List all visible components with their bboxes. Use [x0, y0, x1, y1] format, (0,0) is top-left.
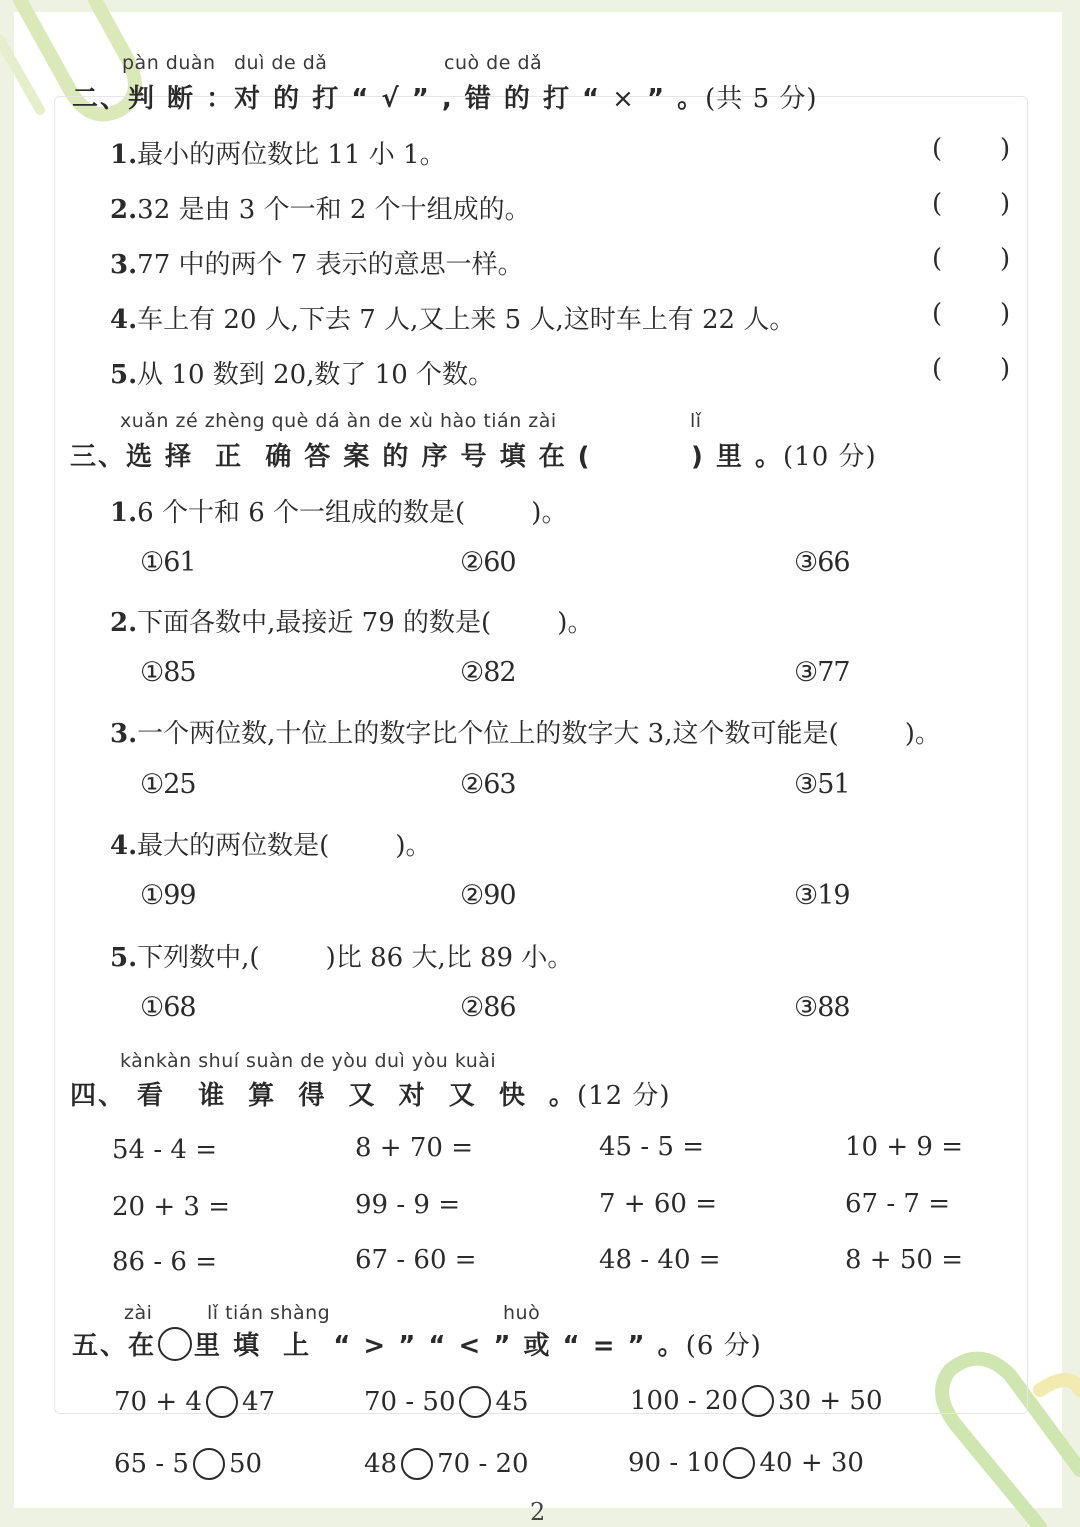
calc-r2-c4[interactable]: 67 - 7 = [845, 1189, 950, 1219]
compare-r1-c2: 70 - 50 45 [364, 1387, 529, 1417]
section4-pinyin: kànkàn shuí suàn de yòu duì yòu kuài [120, 1050, 497, 1072]
section2-answer-blank-3[interactable]: ( ) [932, 244, 1011, 274]
section2-answer-blank-1[interactable]: ( ) [932, 134, 1011, 164]
section3-q5-option-2[interactable]: ②86 [460, 992, 516, 1023]
compare-r2-c2: 48 70 - 20 [364, 1449, 529, 1479]
calc-r2-c2[interactable]: 99 - 9 = [355, 1190, 460, 1220]
section3-q4-option-2[interactable]: ②90 [460, 880, 516, 911]
compare-r1-c1: 70 + 4 47 [114, 1387, 276, 1417]
section5-pinyin-2: lǐ tián shàng [207, 1302, 331, 1324]
section3-question-1: 1.6 个十和 6 个一组成的数是( )。 [110, 498, 568, 528]
compare-r2-c3: 90 - 10 40 + 30 [628, 1448, 864, 1478]
calc-r2-c3[interactable]: 7 + 60 = [599, 1189, 717, 1219]
section3-q2-option-2[interactable]: ②82 [460, 657, 516, 688]
calc-r2-c1[interactable]: 20 + 3 = [112, 1192, 230, 1222]
section2-question-2: 2.32 是由 3 个一和 2 个十组成的。 [110, 195, 531, 225]
section3-q3-option-3[interactable]: ③51 [794, 769, 850, 800]
calc-r1-c4[interactable]: 10 + 9 = [845, 1132, 963, 1162]
section3-q1-option-2[interactable]: ②60 [460, 547, 516, 578]
section4-heading: 四、 看 谁 算 得 又 对 又 快 。(12 分) [70, 1081, 671, 1111]
section2-answer-blank-5[interactable]: ( ) [932, 354, 1011, 384]
section2-pinyin-3: cuò de dǎ [444, 52, 543, 74]
compare-r2-c1: 65 - 5 50 [114, 1449, 263, 1479]
section3-heading: 三、选 择 正 确 答 案 的 序 号 填 在 ( ) 里 。(10 分) [70, 442, 877, 472]
section3-q5-option-3[interactable]: ③88 [794, 992, 850, 1023]
compare-circle-icon[interactable] [459, 1386, 491, 1418]
compare-r1-c3: 100 - 20 30 + 50 [630, 1386, 883, 1416]
section2-answer-blank-4[interactable]: ( ) [932, 299, 1011, 329]
section2-question-1: 1.最小的两位数比 11 小 1。 [110, 140, 446, 170]
section2-heading: 二、判 断 ：对 的 打 “ √ ” , 错 的 打 “ × ” 。(共 5 分) [72, 84, 818, 114]
section3-q2-option-3[interactable]: ③77 [794, 657, 850, 688]
section3-question-2: 2.下面各数中,最接近 79 的数是( )。 [110, 608, 594, 638]
section3-q5-option-1[interactable]: ①68 [140, 992, 196, 1023]
calc-r3-c1[interactable]: 86 - 6 = [112, 1247, 217, 1277]
heading-circle-icon [158, 1327, 192, 1361]
section2-pinyin-2: duì de dǎ [234, 52, 328, 74]
calc-r3-c2[interactable]: 67 - 60 = [355, 1245, 477, 1275]
section3-q4-option-1[interactable]: ①99 [140, 880, 196, 911]
section3-q3-option-1[interactable]: ①25 [140, 769, 196, 800]
compare-circle-icon[interactable] [206, 1386, 238, 1418]
section3-pinyin-2: lǐ [690, 410, 702, 432]
section3-question-3: 3.一个两位数,十位上的数字比个位上的数字大 3,这个数可能是( )。 [110, 719, 941, 749]
section2-pinyin-1: pàn duàn [122, 52, 216, 74]
section2-question-5: 5.从 10 数到 20,数了 10 个数。 [110, 360, 494, 390]
section3-question-5: 5.下列数中,( )比 86 大,比 89 小。 [110, 943, 574, 973]
calc-r3-c4[interactable]: 8 + 50 = [845, 1245, 963, 1275]
compare-circle-icon[interactable] [723, 1447, 755, 1479]
section2-answer-blank-2[interactable]: ( ) [932, 189, 1011, 219]
calc-r1-c1[interactable]: 54 - 4 = [112, 1135, 217, 1165]
section3-pinyin-1: xuǎn zé zhèng què dá àn de xù hào tián zài [120, 410, 557, 432]
calc-r1-c3[interactable]: 45 - 5 = [599, 1132, 704, 1162]
section3-q1-option-1[interactable]: ①61 [140, 547, 196, 578]
calc-r1-c2[interactable]: 8 + 70 = [355, 1133, 473, 1163]
section3-q3-option-2[interactable]: ②63 [460, 769, 516, 800]
section5-pinyin-3: huò [503, 1302, 541, 1324]
section3-q1-option-3[interactable]: ③66 [794, 547, 850, 578]
section5-pinyin-1: zài [124, 1302, 153, 1324]
calc-r3-c3[interactable]: 48 - 40 = [599, 1245, 721, 1275]
compare-circle-icon[interactable] [742, 1385, 774, 1417]
section5-heading: 五、在 里 填 上 “ > ” “ < ” 或 “ = ” 。 (6 分) [72, 1325, 762, 1362]
section3-question-4: 4.最大的两位数是( )。 [110, 831, 432, 861]
section2-question-4: 4.车上有 20 人,下去 7 人,又上来 5 人,这时车上有 22 人。 [110, 305, 796, 335]
section3-q2-option-1[interactable]: ①85 [140, 657, 196, 688]
compare-circle-icon[interactable] [193, 1448, 225, 1480]
section3-q4-option-3[interactable]: ③19 [794, 880, 850, 911]
section2-question-3: 3.77 中的两个 7 表示的意思一样。 [110, 250, 524, 280]
compare-circle-icon[interactable] [401, 1448, 433, 1480]
page-number: 2 [530, 1498, 546, 1526]
